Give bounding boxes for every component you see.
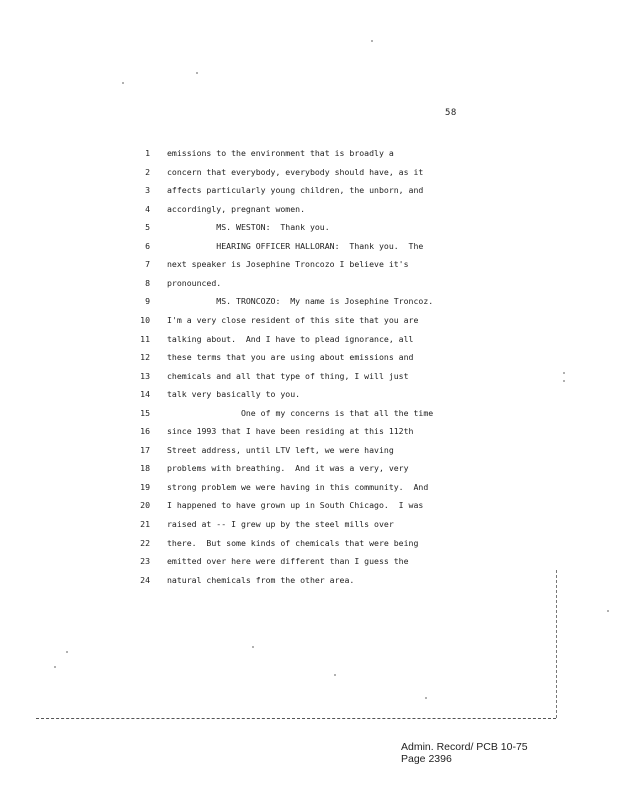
line-text: there. But some kinds of chemicals that were being	[167, 537, 419, 548]
transcript-line	[0, 274, 618, 292]
transcript-line	[0, 422, 618, 440]
line-number: 1	[145, 148, 150, 158]
line-number: 15	[140, 407, 150, 418]
line-number: 22	[140, 537, 150, 548]
transcript-line	[0, 200, 618, 218]
line-text: chemicals and all that type of thing, I will just	[167, 370, 409, 381]
line-number: 12	[140, 352, 150, 363]
line-text: next speaker is Josephine Troncozo I believe it's	[167, 259, 409, 270]
page-number: 58	[445, 108, 457, 118]
scan-speck	[54, 666, 56, 668]
line-text: MS. TRONCOZO: My name is Josephine Troncoz.	[167, 296, 434, 307]
scan-speck	[563, 380, 565, 382]
line-number: 6	[145, 240, 150, 251]
line-number: 19	[140, 481, 150, 492]
line-number: 7	[145, 259, 150, 270]
line-text: One of my concerns is that all the time	[167, 407, 434, 418]
line-number: 10	[140, 314, 150, 325]
scan-speck	[607, 610, 609, 612]
transcript-line	[0, 181, 618, 199]
line-text: talking about. And I have to plead ignorance, all	[167, 333, 414, 344]
line-number: 2	[145, 166, 150, 177]
line-text: accordingly, pregnant women.	[167, 203, 306, 214]
line-text: since 1993 that I have been residing at this 112th	[167, 426, 414, 437]
line-text: affects particularly young children, the unborn, and	[167, 185, 424, 196]
line-number: 4	[145, 203, 150, 214]
transcript-line	[0, 311, 618, 329]
line-number: 24	[140, 574, 150, 585]
scan-speck	[371, 40, 373, 42]
line-text: MS. WESTON: Thank you.	[167, 222, 330, 233]
line-number: 9	[145, 296, 150, 307]
transcript-line	[0, 163, 618, 181]
transcript-line	[0, 441, 618, 459]
transcript-line	[0, 255, 618, 273]
transcript-line	[0, 330, 618, 348]
transcript-line	[0, 385, 618, 403]
transcript-line	[0, 552, 618, 570]
line-number: 23	[140, 556, 150, 567]
line-number: 8	[145, 277, 150, 288]
line-text: I happened to have grown up in South Chicago. I was	[167, 500, 424, 511]
line-text: emitted over here were different than I guess the	[167, 556, 409, 567]
line-text: pronounced.	[167, 277, 222, 288]
transcript-line	[0, 404, 618, 422]
line-text: Street address, until LTV left, we were having	[167, 444, 394, 455]
line-number: 13	[140, 370, 150, 381]
scan-speck	[122, 82, 124, 84]
scan-speck	[252, 646, 254, 648]
line-number: 3	[145, 185, 150, 196]
line-text: talk very basically to you.	[167, 389, 301, 400]
line-text: raised at -- I grew up by the steel mills over	[167, 519, 394, 529]
transcript-line	[0, 515, 618, 533]
line-text: HEARING OFFICER HALLORAN: Thank you. The	[167, 240, 424, 251]
transcript-line	[0, 459, 618, 477]
transcript-line	[0, 496, 618, 514]
line-text: concern that everybody, everybody should have, as it	[167, 166, 424, 177]
line-text: natural chemicals from the other area.	[167, 574, 355, 585]
line-number: 11	[140, 333, 150, 344]
margin-rule	[556, 570, 557, 718]
scan-speck	[66, 651, 68, 653]
admin-record-stamp	[401, 741, 528, 765]
record-label: Admin. Record/ PCB 10-75	[401, 741, 528, 753]
line-text: problems with breathing. And it was a very, very	[167, 463, 409, 474]
transcript-line	[0, 534, 618, 552]
scan-speck	[196, 72, 198, 74]
transcript-line	[0, 218, 618, 236]
line-number: 17	[140, 444, 150, 455]
line-number: 18	[140, 463, 150, 474]
line-text: I'm a very close resident of this site that you are	[167, 314, 419, 325]
transcript-line	[0, 292, 618, 310]
transcript-line	[0, 237, 618, 255]
scan-speck	[425, 697, 427, 699]
transcript-line	[0, 571, 618, 589]
footer-rule	[36, 718, 556, 719]
line-number: 14	[140, 389, 150, 400]
line-number: 20	[140, 500, 150, 511]
transcript-line	[0, 367, 618, 385]
transcript-line	[0, 348, 618, 366]
line-number: 16	[140, 426, 150, 437]
line-text: emissions to the environment that is broadly a	[167, 148, 394, 158]
line-text: these terms that you are using about emissions and	[167, 352, 414, 363]
line-number: 5	[145, 222, 150, 233]
line-number: 21	[140, 519, 150, 529]
transcript-line	[0, 478, 618, 496]
record-page: Page 2396	[401, 753, 452, 765]
scan-speck	[334, 674, 336, 676]
scan-speck	[563, 372, 565, 374]
line-text: strong problem we were having in this community. And	[167, 481, 429, 492]
transcript-line	[0, 144, 618, 162]
